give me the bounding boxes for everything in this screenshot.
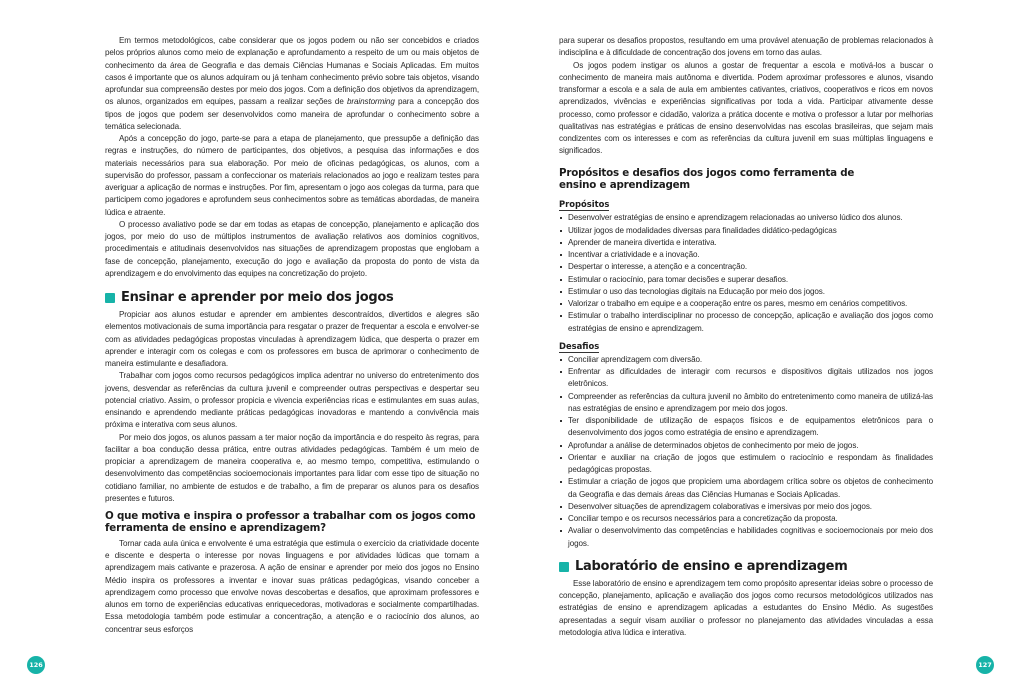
page-number-badge-right: 127 <box>976 656 994 674</box>
challenges-list <box>559 354 933 550</box>
teal-square-icon <box>105 293 115 303</box>
ensinar-paragraph-3: Por meio dos jogos, os alunos passam a ter maior noção da importância e do respeito às regras, para facilitar a boa condução dessa prática, entre outras atividades pedagógicas. Também é um meio de propiciar a aprendizagem de maneira cooperativa e, ao mesmo tempo, competitiva, estimulando o desenvolvimento das competências socioemocionais importantes para lidar com esse tipo de situação no cotidiano familiar, no ambiente de estudos e de trabalho, a fim de preparar os alunos para os desafios presentes e futuros. <box>105 432 479 503</box>
right-page <box>512 0 1024 688</box>
challenges-heading: Desafios <box>559 340 600 351</box>
section-heading-laboratorio-text: Laboratório de ensino e aprendizagem <box>575 558 848 574</box>
continuation-paragraph-2: Os jogos podem instigar os alunos a gostar de frequentar a escola e motivá-los a buscar o conhecimento de maneira mais autônoma e divertida. Podem aproximar professores e alunos, visando transformar a escola e a sala de aula em ambientes cativantes, criativos, cooperativos e ricos em novos aprendizados, vivências e experiências significativas por toda a vida. Participar ativamente desse processo, como professor e cidadão, valoriza a prática docente e motiva o professor a lutar por melhorias qualitativas nas estratégias e práticas de ensino desenvolvidas nas escolas brasileiras, que sejam mais condizentes com os interesses e com as referências da cultura juvenil em suas múltiplas linguagens e significados. <box>559 60 933 156</box>
list-item: Estimular o uso das tecnologias digitais na Educação por meio dos jogos. <box>559 286 933 298</box>
subsection-heading-propositos-desafios: Propósitos e desafios dos jogos como ferramenta de ensino e aprendizagem <box>559 166 855 191</box>
list-item: Aprofundar a análise de determinados objetos de conhecimento por meio de jogos. <box>559 440 933 452</box>
ensinar-paragraph-1: Propiciar aos alunos estudar e aprender em ambientes descontraídos, divertidos e alegres são elementos motivacionais de suma importância para resgatar o prazer de frequentar a escola e envolver-se com as atividades pedagógicas propostas vinculadas à aprendizagem lúdica, que desperta o prazer em aprender e interagir com os colegas e com os professores em busca de aprimorar o conhecimento de maneira estimulante e desafiadora. <box>105 310 479 368</box>
left-column <box>105 35 479 636</box>
intro-paragraph-3: O processo avaliativo pode se dar em todas as etapas de concepção, planejamento e aplicação dos jogos, por meio do uso de múltiplos instrumentos de avaliação relativos aos domínios cognitivos, procedimentais e atitudinais desenvolvidos nas situações de aprendizagem propostas que englobam a fase de concepção, planejamento, execução do jogo e avaliação da proposta do ponto de vista da aprendizagem e do envolvimento das equipes na concretização do projeto. <box>105 219 479 278</box>
list-item: Enfrentar as dificuldades de interagir com recursos e dispositivos digitais utilizados nos jogos eletrônicos. <box>559 366 933 391</box>
motiva-paragraph-1: Tornar cada aula única e envolvente é uma estratégia que estimula o exercício da criatividade docente e discente e desperta o interesse por novas linguagens e por atividades lúdicas que tornam a aprendizagem mais cativante e prazerosa. A ação de ensinar e aprender por meio dos jogos no Ensino Médio inspira os professores a inventar e inovar suas práticas pedagógicas, visando conceber a aprendizagem como processo que envolve novas descobertas e desafios, que aproximam professores e alunos em torno de experiências educativas enriquecedoras, motivadoras e socialmente compartilhadas. Essa metodologia também pode estimular a concentração, a atenção e o raciocínio dos alunos, ao concentrar seus esforços <box>105 538 479 634</box>
list-item: Incentivar a criatividade e a inovação. <box>559 249 933 261</box>
list-item: Desenvolver estratégias de ensino e aprendizagem relacionadas ao universo lúdico dos alunos. <box>559 212 933 224</box>
purposes-list <box>559 212 933 335</box>
list-item: Estimular o trabalho interdisciplinar no processo de concepção, aplicação e avaliação dos jogos como estratégias de ensino e aprendizagem. <box>559 310 933 335</box>
list-item: Orientar e auxiliar na criação de jogos que estimulem o raciocínio e respondam às finalidades pedagógicas propostas. <box>559 452 933 477</box>
list-item: Desenvolver situações de aprendizagem colaborativas e imersivas por meio dos jogos. <box>559 501 933 513</box>
continuation-paragraph-1: para superar os desafios propostos, resultando em uma provável atenuação de problemas relacionados à indisciplina e à dificuldade de concentração dos jovens em torno das aulas. <box>559 36 933 58</box>
laboratorio-paragraph-1: Esse laboratório de ensino e aprendizagem tem como propósito apresentar ideias sobre o processo de concepção, planejamento, aplicação e avaliação dos jogos como recursos metodológicos utilizados nas estratégias de ensino e aprendizagem aplicadas a estudantes do Ensino Médio. As sugestões apresentadas a seguir visam auxiliar o professor no planejamento das atividades vinculadas a essa metodologia ativa lúdica e interativa. <box>559 578 933 637</box>
list-item: Conciliar tempo e os recursos necessários para a concretização da proposta. <box>559 513 933 525</box>
list-item: Despertar o interesse, a atenção e a concentração. <box>559 261 933 273</box>
teal-square-icon <box>559 562 569 572</box>
italic-term: brainstorming <box>347 97 395 107</box>
intro-paragraph-1 <box>105 35 479 133</box>
list-item: Utilizar jogos de modalidades diversas para finalidades didático-pedagógicas <box>559 225 933 237</box>
list-item: Estimular o raciocínio, para tomar decisões e superar desafios. <box>559 274 933 286</box>
section-heading-ensinar-text: Ensinar e aprender por meio dos jogos <box>121 290 394 305</box>
list-item: Ter disponibilidade de utilização de espaços físicos e de equipamentos eletrônicos para o desenvolvimento dos jogos como estratégia de ensino e aprendizagem. <box>559 415 933 440</box>
list-item: Valorizar o trabalho em equipe e a cooperação entre os pares, mesmo em cenários competitivos. <box>559 298 933 310</box>
page-number-badge-left: 126 <box>27 656 45 674</box>
list-item: Avaliar o desenvolvimento das competências e habilidades cognitivas e socioemocionais por meio dos jogos. <box>559 525 933 550</box>
subsection-heading-motiva: O que motiva e inspira o professor a trabalhar com os jogos como ferramenta de ensino e aprendizagem? <box>105 510 476 535</box>
section-heading-ensinar <box>105 289 479 306</box>
ensinar-paragraph-2: Trabalhar com jogos como recursos pedagógicos implica adentrar no universo do entretenimento dos jovens, desvendar as referências da cultura juvenil e compreender outras perspectivas e despertar seu potencial criativo. Assim, o professor propicia e vivencia experiências ricas e estimulantes em suas aulas, ensinando e aprendendo mediante práticas pedagógicas inovadoras e mantendo a convivência mais próxima e interativa com seus alunos. <box>105 371 479 430</box>
right-column <box>559 35 933 639</box>
list-item: Compreender as referências da cultura juvenil no âmbito do entretenimento como maneira de utilizá-las nas estratégias de ensino e aprendizagem por meio dos jogos. <box>559 391 933 416</box>
list-item: Conciliar aprendizagem com diversão. <box>559 354 933 366</box>
list-item: Estimular a criação de jogos que propiciem uma abordagem crítica sobre os objetos de conhecimento da Geografia e das demais áreas das Ciências Humanas e Sociais Aplicadas. <box>559 476 933 501</box>
section-heading-laboratorio <box>559 558 933 575</box>
intro-paragraph-1-text: Em termos metodológicos, cabe considerar que os jogos podem ou não ser concebidos e criados pelos próprios alunos como meio de explanação e aprofundamento a respeito de um ou mais objetos de conhecimento da área de Geografia e das demais Ciências Humanas e Sociais Aplicadas. Em muitos casos é importante que os alunos adquiram ou já tenham conhecimento prévio sobre tais objetos, visando aprofundar sua compreensão destes por meio dos jogos. Com a definição dos objetivos da aprendizagem, os alunos, organizados em equipes, passam a realizar seções de brainstorming para a concepção dos tipos de jogos que podem ser desenvolvidos como maneira de aprofundar o conhecimento sobre a temática selecionada. <box>105 36 480 131</box>
list-item: Aprender de maneira divertida e interativa. <box>559 237 933 249</box>
intro-paragraph-2: Após a concepção do jogo, parte-se para a etapa de planejamento, que pressupõe a definição das regras e instruções, do número de participantes, dos objetivos, a pesquisa das informações e dos materiais necessários para sua elaboração. Por meio de oficinas pedagógicas, os alunos, com a supervisão do professor, passam a confeccionar os materiais relacionados ao jogo e realizam testes para averiguar a aplicação de normas e instruções. Por fim, apresentam o jogo aos colegas da turma, para que participem como jogadores e aprofundem seus conhecimentos sobre as temáticas abordadas, de maneira lúdica e atraente. <box>105 134 479 217</box>
purposes-heading: Propósitos <box>559 199 610 210</box>
